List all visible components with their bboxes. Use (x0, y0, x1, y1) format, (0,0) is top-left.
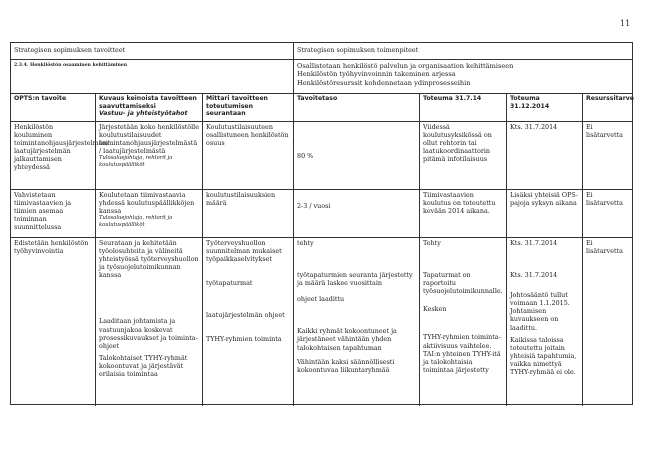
table-row (11, 122, 632, 190)
row1-responsible: Tulosaluejohtaja, rehtorit ja koulutuspäälliköt (99, 155, 173, 168)
row1-actual-july: Viidessä koulutusyksikössä on ollut rehtorin tai laatukoordinaattorin pitämä infotilaisuus (420, 122, 507, 189)
row3-goal: Edistetään henkilöstön työhyvinvointia (11, 238, 96, 406)
col-header-indicator: Mittari tavoitteen toteutumisen seurantaan (203, 94, 294, 121)
row3-indicator (203, 238, 294, 406)
section-goal-1: Osallistetaan henkilöstö palvelun ja organisaation kehittämiseen (297, 62, 514, 70)
row3-indicator-d: TYHY-ryhmien toiminta (206, 335, 282, 344)
top-header-left: Strategisen sopimuksen tavoitteet (11, 43, 294, 59)
row2-resources: Ei lisätarvetta (586, 191, 623, 208)
section-label: 2.3.4. Henkilöstön osaaminen kehittäminen (11, 60, 294, 93)
row1-description-text: Järjestetään koko henkilöstölle koulutustilaisuudet toimintanohjausjärjestelmästä / laatujärjestelmästä (99, 123, 200, 156)
col-header-actual-dec: Toteuma 31.12.2014 (507, 94, 583, 121)
row2-actual-dec: Lisäksi yhteisiä OPS-pajoja syksyn aikana (507, 190, 583, 237)
row3-indicator-b: työtapaturmat (206, 279, 253, 288)
table-row (11, 238, 632, 406)
row3-description-b: Laaditaan johtamista ja vastuunjakoa koskevat prosessikuvaukset ja toiminta-ohjeet (99, 317, 198, 350)
col-header-responsibility: Vastuu- ja yhteistyötahot (99, 110, 188, 118)
col-header-target: Tavoitetaso (294, 94, 420, 121)
row1-description (96, 122, 203, 189)
row3-target (294, 238, 420, 406)
row3-resources: Ei lisätarvetta (586, 239, 623, 256)
row3-indicator-c: laatujärjestelmän ohjeet (206, 311, 285, 320)
row2-responsible: Tulosaluejohtaja, rehtorit ja koulutuspäälliköt (99, 215, 173, 228)
section-goal-3: Henkilöstöresurssit kohdennetaan ydinprosesseihin (297, 78, 471, 87)
column-header-row (11, 94, 635, 122)
strategy-table (10, 42, 633, 405)
row3-actual-dec-c: Johtosääntö tullut voimaan 1.1.2015. Johtamisen kuvaukseen on laadittu. (510, 291, 570, 332)
row2-goal: Vahvistetaan tiimivastaavien ja tiimien asemaa toiminnan suunnittelussa (11, 190, 96, 237)
row3-description-a: Seurataan ja kehitetään työolosuhteita ja välineitä yhteistyössä työterveyshuollon ja työsuojelutoimikunnan kanssa (99, 239, 199, 280)
row2-indicator: koulutustilaisuuksien määrä (203, 190, 294, 237)
row1-target: 80 % (294, 122, 420, 189)
page-number: 11 (620, 19, 631, 28)
section-goals (294, 60, 632, 93)
row1-actual-dec: Kts. 31.7.2014 (507, 122, 583, 189)
row1-indicator: Koulutustilaisuuteen osallistuneen henkilöstön osuus (203, 122, 294, 189)
section-row (11, 60, 632, 94)
row3-description (96, 238, 203, 406)
row3-description-c: Talokohtaiset TYHY-ryhmät kokoontuvat ja järjestävät erilaisia toimintaa (99, 353, 188, 379)
row3-target-d: Kaikki ryhmät kokoontuneet ja järjestäneet vähintään yhden talokohtaisen tapahtuman (297, 327, 397, 352)
row3-target-a: tehty (297, 239, 314, 247)
row2-description (96, 190, 203, 237)
col-header-opts: OPTS:n tavoite (11, 94, 96, 121)
row2-description-text: Koulutetaan tiimivastaavia yhdessä koulutuspäällikköjen kanssa (99, 191, 195, 216)
row3-actual-july-b: Tapaturmat on raportoitu työsuojelutoimikunnalle. (423, 271, 503, 296)
row3-target-e: Vähintään kaksi säännöllisesti kokoontuvaa liikuntaryhmää (297, 357, 395, 374)
row3-actual-dec (507, 238, 583, 406)
row3-target-c: ohjeet laadittu (297, 295, 345, 304)
top-header-row (11, 43, 632, 60)
top-header-right: Strategisen sopimuksen toimenpiteet (297, 46, 419, 54)
row3-target-b: työtapaturmien seuranta järjestetty ja määrä laskee vuosittain (297, 271, 413, 288)
row3-actual-dec-a: Kts. 31.7.2014 (510, 239, 558, 247)
col-header-actual-july: Toteuma 31.7.14 (420, 94, 507, 121)
row3-actual-dec-d: Kaikissa taloissa toteutettu joitain yhteisiä tapahtumia, vaikka nimettyä TYHY-ryhmää ei ole. (510, 335, 577, 377)
row3-indicator-a: Työterveyshuollon suunnitelman mukaiset työpaikkaselvitykset (206, 239, 282, 264)
table-row (11, 190, 632, 238)
row3-actual-july-d: TYHY-ryhmien toiminta-aktiivisuus vaihtelee. TAI:n yhteinen TYHY-itä ja talokohtaisia toimintaa järjestetty (423, 333, 501, 374)
row3-actual-july-c: Kesken (423, 305, 447, 314)
row3-actual-dec-b: Kts. 31.7.2014 (510, 271, 558, 280)
col-header-description (96, 94, 203, 121)
col-header-resources: Resurssitarve (586, 95, 635, 102)
row1-goal: Henkilöstön kouluminen toimintanohjausjärjestelmän/ laatujärjestelmän jalkauttamisen yhteydessä (11, 122, 96, 189)
row3-actual-july (420, 238, 507, 406)
col-header-description-title: Kuvaus keinoista tavoitteen saavuttamiseksi (99, 95, 197, 110)
row2-target: 2-3 / vuosi (294, 190, 420, 237)
row3-actual-july-a: Tehty (423, 239, 441, 247)
row2-actual-july: Tiimivastaavien koulutus on toteutettu kevään 2014 aikana. (420, 190, 507, 237)
section-goal-2: Henkilöstön työhyvinvoinnin takeminen arjessa (297, 70, 456, 79)
row1-resources: Ei lisätarvetta (586, 123, 623, 140)
